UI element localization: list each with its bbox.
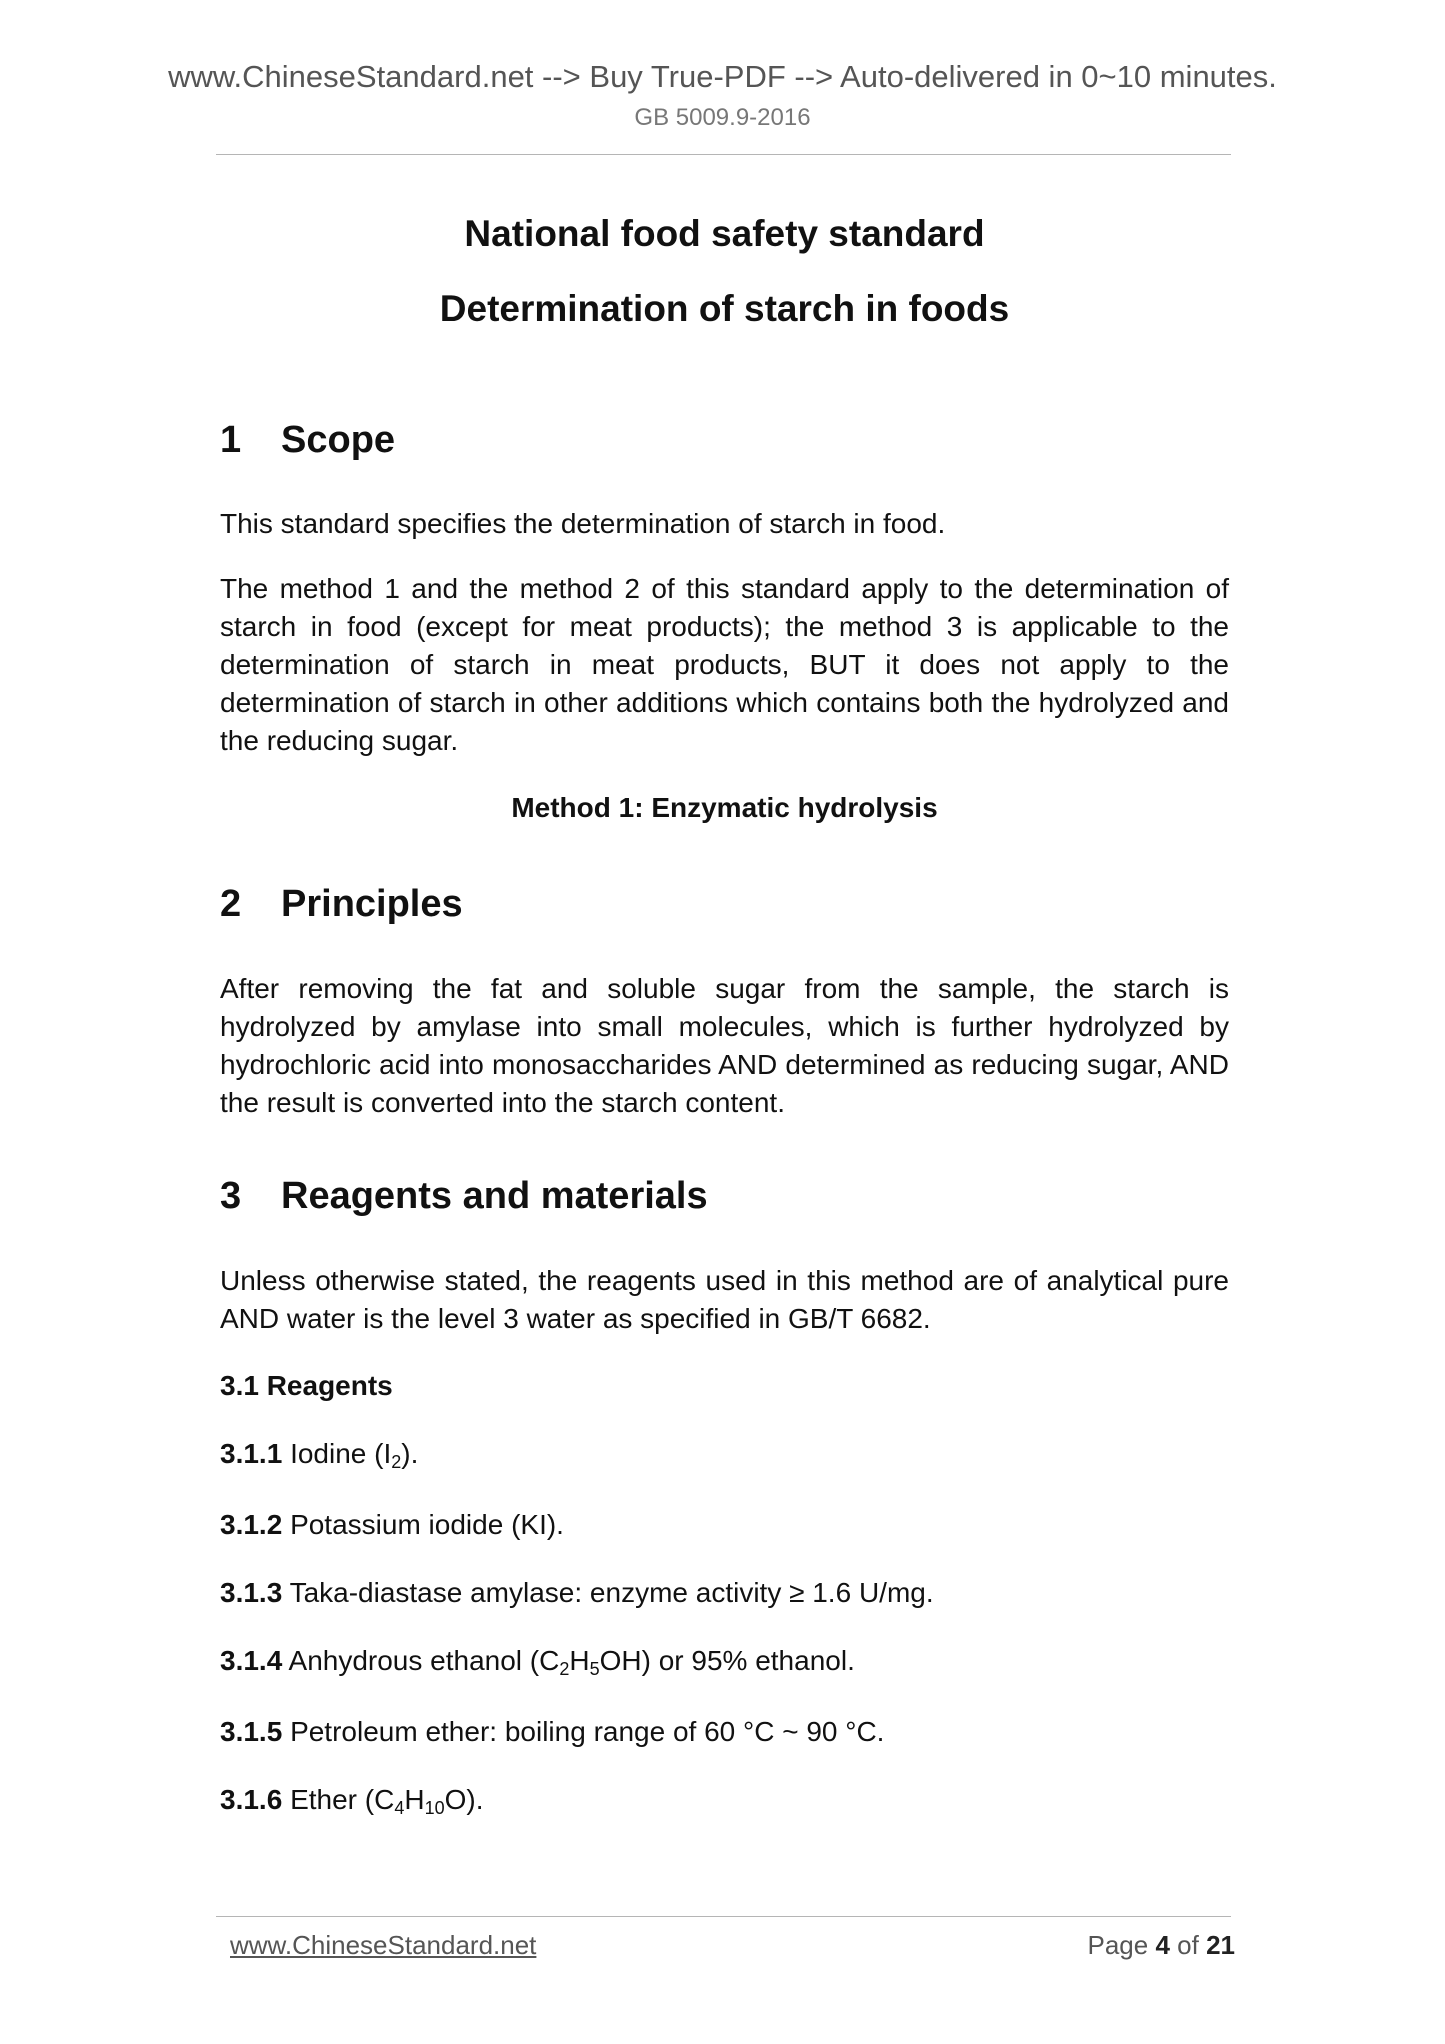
reagent-item	[220, 1574, 1229, 1612]
reagents-subheading: 3.1 Reagents	[220, 1369, 393, 1401]
section-scope-heading	[220, 418, 1229, 464]
header-divider	[216, 154, 1231, 155]
reagent-item	[220, 1781, 1229, 1822]
section-reagents-heading	[220, 1174, 1229, 1220]
item-text: H	[404, 1783, 425, 1815]
subscript: 2	[391, 1451, 402, 1472]
method-1-heading: Method 1: Enzymatic hydrolysis	[511, 792, 938, 824]
item-text: ).	[401, 1437, 419, 1469]
reagent-item	[220, 1642, 1229, 1683]
document-id: GB 5009.9-2016	[634, 104, 811, 131]
header-banner: www.ChineseStandard.net --> Buy True-PDF --> Auto-delivered in 0~10 minutes.	[168, 59, 1277, 94]
title-line-2: Determination of starch in foods	[439, 288, 1010, 330]
reagent-item	[220, 1713, 1229, 1751]
item-text: OH) or 95% ethanol.	[599, 1644, 855, 1676]
section-number: 1	[220, 418, 242, 461]
reagent-item	[220, 1506, 1229, 1544]
section-title: Reagents and materials	[281, 1174, 708, 1217]
footer-site-link[interactable]: www.ChineseStandard.net	[230, 1930, 537, 1960]
item-text: Ether (C	[290, 1783, 395, 1815]
of-label: of	[1177, 1930, 1199, 1960]
reagents-paragraph: Unless otherwise stated, the reagents used in this method are of analytical pure AND water is the level 3 water as specified in GB/T 6682.	[220, 1264, 1229, 1334]
item-number: 3.1.1	[220, 1437, 283, 1469]
item-number: 3.1.2	[220, 1508, 283, 1540]
principles-paragraph: After removing the fat and soluble sugar from the sample, the starch is hydrolyzed by amylase into small molecules, which is further hydrolyzed by hydrochloric acid into monosaccharides AND determined as reducing sugar, AND the result is converted into the starch content.	[220, 972, 1229, 1118]
section-principles-heading	[220, 882, 1229, 928]
footer-divider	[216, 1916, 1231, 1917]
scope-paragraph-2: The method 1 and the method 2 of this standard apply to the determination of starch in food (except for meat products); the method 3 is applicable to the determination of starch in meat products, BUT it does not apply to the determination of starch in other additions which contains both the hydrolyzed and the reducing sugar.	[220, 573, 1229, 757]
subscript: 5	[589, 1658, 600, 1679]
item-text: Potassium iodide (KI).	[290, 1508, 564, 1540]
page-number: 4	[1155, 1930, 1170, 1960]
scope-paragraph-1: This standard specifies the determination of starch in food.	[220, 508, 946, 540]
item-text: Taka-diastase amylase: enzyme activity ≥ 1.6 U/mg.	[289, 1576, 934, 1608]
title-line-1: National food safety standard	[464, 213, 985, 254]
item-number: 3.1.5	[220, 1715, 283, 1747]
item-text: Iodine (I	[290, 1437, 392, 1469]
page-content	[220, 212, 1229, 1822]
reagent-item	[220, 1435, 1229, 1476]
item-number: 3.1.3	[220, 1576, 283, 1608]
section-title: Principles	[281, 883, 463, 926]
page-label: Page	[1087, 1930, 1149, 1960]
subscript: 4	[394, 1797, 405, 1818]
subscript: 10	[424, 1797, 445, 1818]
item-text: Petroleum ether: boiling range of 60 °C ~ 90 °C.	[290, 1715, 885, 1747]
section-title: Scope	[281, 418, 396, 461]
page-total: 21	[1206, 1930, 1235, 1960]
page-indicator	[1087, 1930, 1235, 1961]
section-number: 3	[220, 1174, 242, 1217]
item-number: 3.1.4	[220, 1644, 283, 1676]
item-text: H	[569, 1644, 590, 1676]
item-text: Anhydrous ethanol (C	[288, 1644, 560, 1676]
item-number: 3.1.6	[220, 1783, 283, 1815]
section-number: 2	[220, 883, 242, 926]
item-text: O).	[444, 1783, 484, 1815]
subscript: 2	[559, 1658, 570, 1679]
